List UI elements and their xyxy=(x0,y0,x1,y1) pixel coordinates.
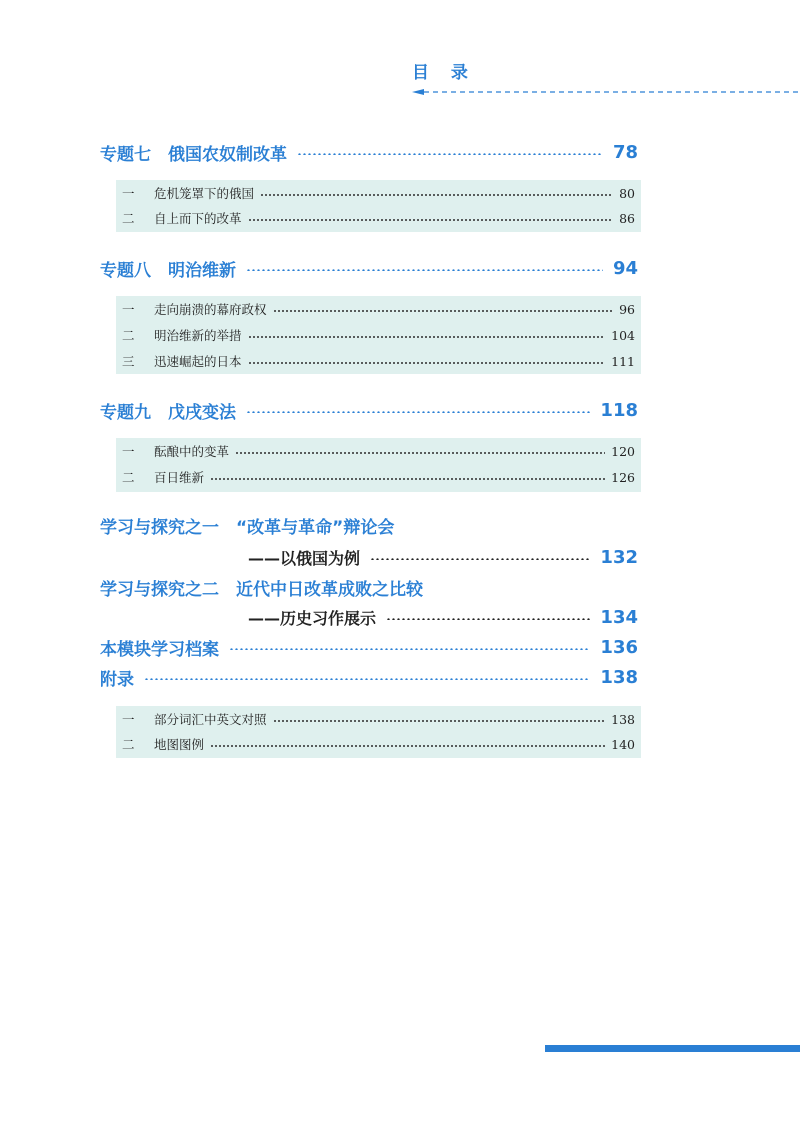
toc-entry-page: 104 xyxy=(611,327,635,343)
toc-module-archive-page: 136 xyxy=(600,636,638,658)
toc-entry-number: 一 xyxy=(122,444,135,459)
dot-leader xyxy=(248,362,606,364)
toc-entry-number: 一 xyxy=(122,712,135,727)
toc-appendix-page: 138 xyxy=(600,666,638,688)
toc-study-1[interactable] xyxy=(248,545,638,569)
dot-leader xyxy=(273,720,606,722)
toc-study-1-subtitle: ——以俄国为例 xyxy=(248,548,361,568)
dot-leader xyxy=(246,269,603,271)
toc-entry-number: 二 xyxy=(122,211,135,226)
dot-leader xyxy=(248,219,614,221)
toc-entry-number: 二 xyxy=(122,470,135,485)
toc-study-2-heading xyxy=(100,575,638,599)
dot-leader xyxy=(297,153,603,155)
toc-entry-label: 走向崩溃的幕府政权 xyxy=(154,302,267,317)
toc-entry-label: 自上而下的改革 xyxy=(154,211,242,226)
toc-entry-label: 危机笼罩下的俄国 xyxy=(154,186,255,201)
dot-leader xyxy=(273,310,614,312)
dot-leader xyxy=(144,678,590,680)
toc-topic-9-page: 118 xyxy=(600,399,638,421)
toc-topic-8[interactable] xyxy=(100,256,638,280)
toc-entry-number: 一 xyxy=(122,186,135,201)
toc-entry-number: 二 xyxy=(122,328,135,343)
dot-leader xyxy=(386,618,590,620)
toc-section-box xyxy=(116,180,641,232)
toc-section-box xyxy=(116,296,641,374)
toc-entry[interactable] xyxy=(116,208,641,228)
toc-entry-label: 酝酿中的变革 xyxy=(154,444,230,459)
dot-leader xyxy=(246,411,590,413)
toc-entry[interactable] xyxy=(116,299,641,319)
toc-entry-page: 111 xyxy=(611,353,635,369)
footer-accent-bar xyxy=(545,1045,800,1052)
dot-leader xyxy=(248,336,606,338)
toc-entry-label: 地图图例 xyxy=(154,737,205,752)
toc-topic-9-label: 专题九 戊戌变法 xyxy=(100,402,236,423)
toc-study-1-page: 132 xyxy=(600,546,638,568)
dot-leader xyxy=(229,648,590,650)
toc-entry-number: 一 xyxy=(122,302,135,317)
dot-leader xyxy=(370,558,590,560)
toc-study-2-label: 学习与探究之二 近代中日改革成败之比较 xyxy=(100,579,423,600)
toc-study-1-heading xyxy=(100,513,638,537)
toc-topic-9[interactable] xyxy=(100,398,638,422)
toc-entry-page: 120 xyxy=(611,443,635,459)
toc-entry-page: 86 xyxy=(619,210,635,226)
toc-entry-page: 126 xyxy=(611,469,635,485)
toc-module-archive-label: 本模块学习档案 xyxy=(100,639,219,660)
toc-entry-number: 二 xyxy=(122,737,135,752)
toc-topic-7[interactable] xyxy=(100,140,638,164)
dot-leader xyxy=(210,745,605,747)
toc-entry-page: 80 xyxy=(619,185,635,201)
header-arrow-line xyxy=(412,89,800,93)
toc-study-2[interactable] xyxy=(248,605,638,629)
toc-entry[interactable] xyxy=(116,709,641,729)
toc-entry[interactable] xyxy=(116,734,641,754)
toc-entry-label: 明治维新的举措 xyxy=(154,328,242,343)
dot-leader xyxy=(235,452,605,454)
toc-title: 目 录 xyxy=(412,63,476,83)
toc-study-2-subtitle: ——历史习作展示 xyxy=(248,608,377,628)
toc-appendix[interactable] xyxy=(100,665,638,689)
toc-topic-7-label: 专题七 俄国农奴制改革 xyxy=(100,144,287,165)
toc-study-1-label: 学习与探究之一 “改革与革命”辩论会 xyxy=(100,517,395,538)
toc-entry-page: 138 xyxy=(611,711,635,727)
toc-entry-label: 部分词汇中英文对照 xyxy=(154,712,267,727)
toc-module-archive[interactable] xyxy=(100,635,638,659)
toc-section-box xyxy=(116,706,641,758)
toc-entry[interactable] xyxy=(116,441,641,461)
toc-entry[interactable] xyxy=(116,467,641,487)
toc-topic-8-label: 专题八 明治维新 xyxy=(100,260,236,281)
toc-entry-page: 96 xyxy=(619,301,635,317)
toc-entry-page: 140 xyxy=(611,736,635,752)
toc-entry[interactable] xyxy=(116,325,641,345)
toc-entry[interactable] xyxy=(116,183,641,203)
toc-entry-label: 迅速崛起的日本 xyxy=(154,354,242,369)
toc-entry-label: 百日维新 xyxy=(154,470,205,485)
toc-entry-number: 三 xyxy=(122,354,135,369)
toc-study-2-page: 134 xyxy=(600,606,638,628)
dot-leader xyxy=(210,478,605,480)
toc-topic-8-page: 94 xyxy=(612,257,638,279)
toc-entry[interactable] xyxy=(116,351,641,371)
toc-topic-7-page: 78 xyxy=(612,141,638,163)
dot-leader xyxy=(260,194,613,196)
toc-section-box xyxy=(116,438,641,492)
toc-appendix-label: 附录 xyxy=(100,669,134,690)
